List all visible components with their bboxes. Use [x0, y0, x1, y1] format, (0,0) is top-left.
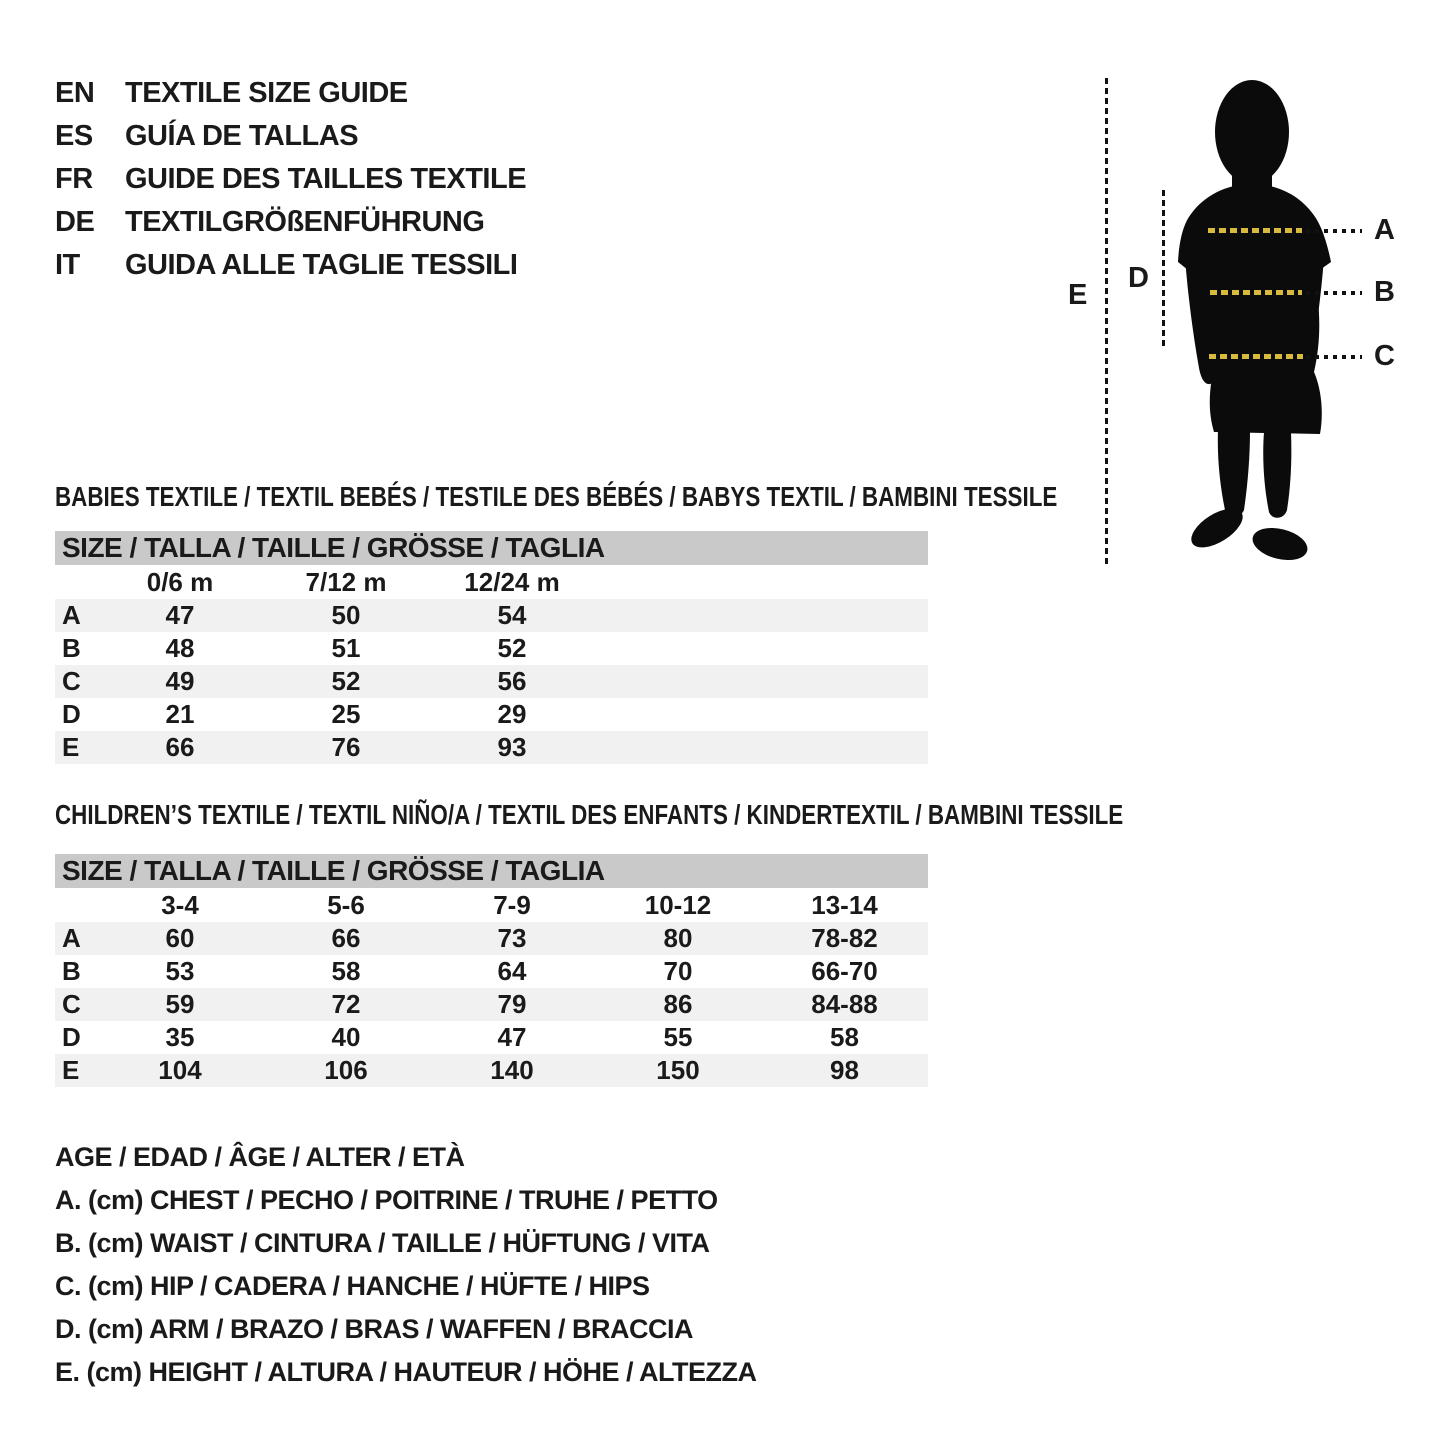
- value-cell: 150: [656, 1055, 700, 1085]
- value-cell: 51: [331, 633, 361, 663]
- value-cell: 78-82: [811, 923, 878, 953]
- value-cell: 54: [497, 600, 527, 630]
- table-row: [55, 922, 928, 955]
- row-label-cell: C: [62, 666, 81, 696]
- corner-cell: [55, 565, 97, 599]
- chest-dash-black: [1306, 229, 1362, 233]
- value-cell: 40: [331, 1022, 361, 1052]
- value-cell: 58: [830, 1022, 859, 1052]
- table-row: [55, 632, 928, 665]
- babies-size-table: [55, 565, 928, 764]
- value-cell: 76: [331, 732, 361, 762]
- table-row: [55, 698, 928, 731]
- value-cell: 48: [165, 633, 195, 663]
- value-cell: 50: [331, 600, 361, 630]
- col-header-cell: 10-12: [644, 889, 712, 920]
- row-label-cell: A: [62, 600, 81, 630]
- lang-code: FR: [55, 163, 93, 195]
- value-cell: 72: [331, 989, 361, 1019]
- value-cell: 58: [331, 956, 361, 986]
- figure-label-c: C: [1374, 340, 1395, 372]
- value-cell: 60: [165, 923, 195, 953]
- height-measure-line-e: [1105, 78, 1108, 566]
- children-size-table: [55, 888, 928, 1087]
- silhouette-left-leg: [1218, 430, 1250, 517]
- waist-dash-black: [1306, 291, 1362, 295]
- col-header-cell: 7/12 m: [305, 566, 387, 597]
- table-row: [55, 665, 928, 698]
- table-row: [55, 988, 928, 1021]
- babies-table-block: [55, 531, 928, 764]
- value-cell: 80: [663, 923, 693, 953]
- value-cell: 29: [497, 699, 527, 729]
- value-cell: 59: [165, 989, 195, 1019]
- lang-title: GUIDA ALLE TAGLIE TESSILI: [125, 249, 518, 281]
- value-cell: 79: [497, 989, 527, 1019]
- value-cell: 25: [331, 699, 361, 729]
- babies-size-header-bar: SIZE / TALLA / TAILLE / GRÖSSE / TAGLIA: [55, 531, 928, 565]
- legend-line-age: AGE / EDAD / ÂGE / ALTER / ETÀ: [55, 1142, 465, 1172]
- value-cell: 55: [663, 1022, 693, 1052]
- value-cell: 56: [497, 666, 527, 696]
- silhouette-shorts: [1210, 372, 1322, 434]
- lang-title: GUÍA DE TALLAS: [125, 120, 359, 152]
- col-header-cell: 13-14: [811, 889, 878, 920]
- value-cell: 64: [497, 956, 527, 986]
- legend-line-waist: B. (cm) WAIST / CINTURA / TAILLE / HÜFTUNG / VITA: [55, 1228, 710, 1258]
- value-cell: 106: [324, 1055, 368, 1085]
- babies-column-header-row: [55, 565, 928, 599]
- value-cell: 140: [490, 1055, 534, 1085]
- lang-code: ES: [55, 120, 93, 152]
- arm-measure-line-d: [1162, 190, 1165, 346]
- value-cell: 21: [165, 699, 195, 729]
- col-header-cell: 12/24 m: [464, 566, 560, 597]
- silhouette-right-leg: [1263, 432, 1291, 518]
- value-cell: 66: [331, 923, 361, 953]
- children-table-block: [55, 854, 928, 1087]
- table-row: [55, 955, 928, 988]
- corner-cell: [55, 888, 97, 922]
- lang-code: EN: [55, 77, 95, 109]
- value-cell: 84-88: [811, 989, 878, 1019]
- measurement-legend: [55, 1136, 756, 1394]
- row-label-cell: E: [62, 732, 80, 762]
- children-size-header-bar: SIZE / TALLA / TAILLE / GRÖSSE / TAGLIA: [55, 854, 928, 888]
- value-cell: 53: [165, 956, 195, 986]
- lang-row-es: [55, 115, 526, 158]
- lang-code: DE: [55, 206, 95, 238]
- table-row: [55, 731, 928, 764]
- value-cell: 98: [830, 1055, 859, 1085]
- legend-line-chest: A. (cm) CHEST / PECHO / POITRINE / TRUHE / PETTO: [55, 1185, 718, 1215]
- hip-dash-yellow: [1209, 354, 1303, 359]
- lang-row-de: [55, 201, 526, 244]
- row-label-cell: D: [62, 699, 81, 729]
- legend-line-arm: D. (cm) ARM / BRAZO / BRAS / WAFFEN / BRACCIA: [55, 1314, 693, 1344]
- table-row: [55, 1054, 928, 1087]
- legend-line-height: E. (cm) HEIGHT / ALTURA / HAUTEUR / HÖHE / ALTEZZA: [55, 1357, 757, 1387]
- lang-row-it: [55, 244, 526, 287]
- figure-label-a: A: [1374, 214, 1395, 246]
- lang-row-en: [55, 72, 526, 115]
- legend-line-hip: C. (cm) HIP / CADERA / HANCHE / HÜFTE / HIPS: [55, 1271, 650, 1301]
- row-label-cell: A: [62, 923, 81, 953]
- lang-title: TEXTILE SIZE GUIDE: [125, 77, 408, 109]
- value-cell: 47: [497, 1022, 527, 1052]
- value-cell: 35: [165, 1022, 195, 1052]
- value-cell: 70: [663, 956, 693, 986]
- col-header-cell: 3-4: [161, 889, 199, 920]
- value-cell: 47: [165, 600, 195, 630]
- row-label-cell: D: [62, 1022, 81, 1052]
- figure-label-d: D: [1128, 262, 1149, 294]
- table-row: [55, 1021, 928, 1054]
- silhouette-right-foot: [1249, 523, 1311, 566]
- lang-title: TEXTILGRÖßENFÜHRUNG: [125, 206, 485, 238]
- value-cell: 104: [158, 1055, 202, 1085]
- row-label-cell: E: [62, 1055, 80, 1085]
- value-cell: 93: [497, 732, 527, 762]
- chest-dash-yellow: [1208, 228, 1302, 233]
- value-cell: 52: [497, 633, 527, 663]
- value-cell: 73: [497, 923, 527, 953]
- children-column-header-row: [55, 888, 928, 922]
- row-label-cell: B: [62, 633, 81, 663]
- children-section-title: CHILDREN’S TEXTILE / TEXTIL NIÑO/A / TEXTIL DES ENFANTS / KINDERTEXTIL / BAMBINI TESSILE: [55, 799, 1124, 830]
- value-cell: 66: [165, 732, 195, 762]
- lang-code: IT: [55, 249, 80, 281]
- hip-dash-black: [1306, 355, 1362, 359]
- lang-row-fr: [55, 158, 526, 201]
- col-header-cell: 0/6 m: [146, 566, 214, 597]
- value-cell: 66-70: [811, 956, 878, 986]
- figure-label-e: E: [1068, 279, 1088, 311]
- col-header-cell: 7-9: [493, 889, 531, 920]
- child-silhouette: [1172, 76, 1340, 568]
- figure-label-b: B: [1374, 276, 1395, 308]
- lang-title: GUIDE DES TAILLES TEXTILE: [125, 163, 527, 195]
- language-header: [55, 72, 526, 287]
- value-cell: 49: [165, 666, 195, 696]
- waist-dash-yellow: [1210, 290, 1302, 295]
- table-row: [55, 599, 928, 632]
- value-cell: 86: [663, 989, 693, 1019]
- row-label-cell: C: [62, 989, 81, 1019]
- col-header-cell: 5-6: [327, 889, 365, 920]
- value-cell: 52: [331, 666, 361, 696]
- row-label-cell: B: [62, 956, 81, 986]
- babies-section-title: BABIES TEXTILE / TEXTIL BEBÉS / TESTILE DES BÉBÉS / BABYS TEXTIL / BAMBINI TESSILE: [55, 481, 1058, 512]
